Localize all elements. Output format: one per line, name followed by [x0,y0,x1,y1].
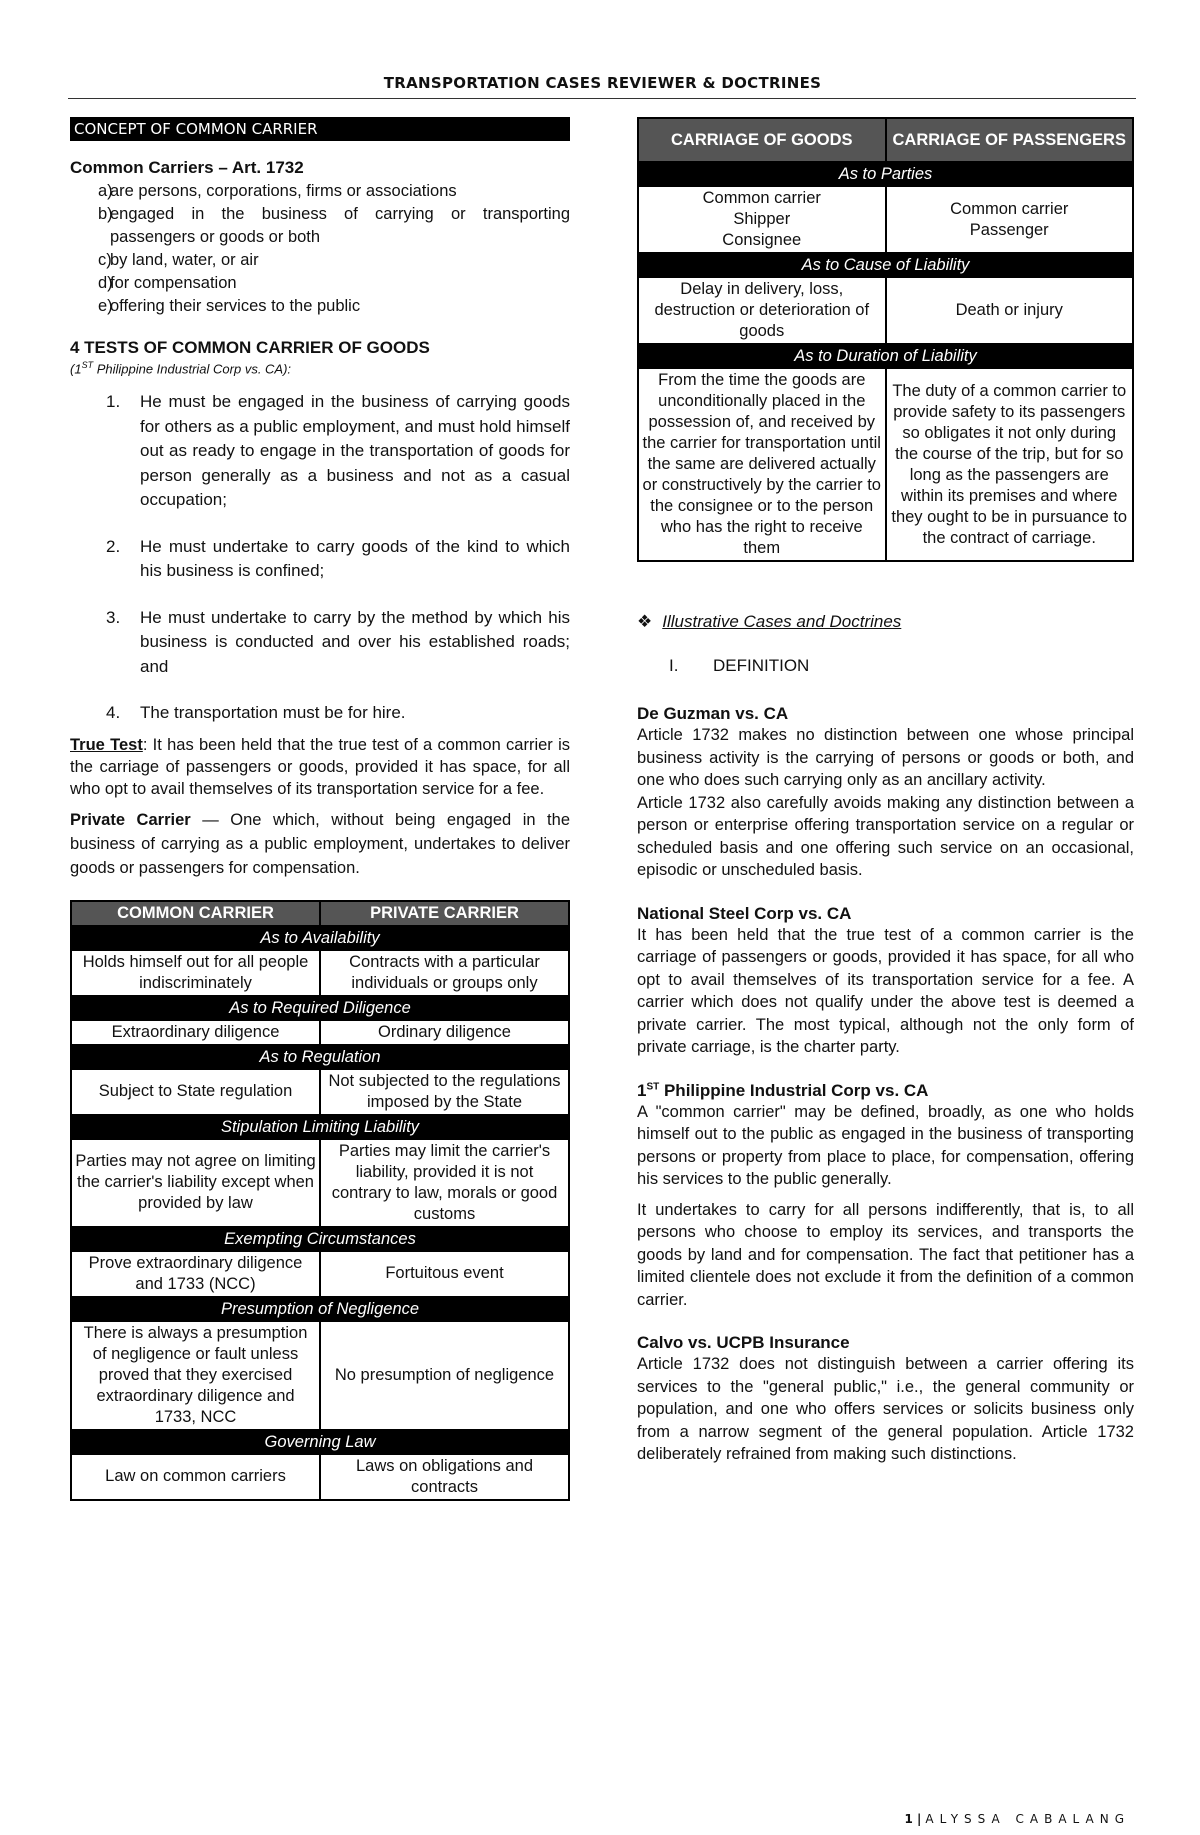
item-text: He must undertake to carry by the method by which his business is conducted and over his established roads; and [140,607,570,676]
table-cell: Common carrier Passenger [886,186,1134,253]
table-cell: Contracts with a particular individuals or groups only [320,950,569,996]
category-cell: As to Parties [638,162,1133,186]
table-cell: Subject to State regulation [71,1069,320,1115]
item-number: 2. [106,536,121,556]
list-item [70,203,570,249]
item-text: are persons, corporations, firms or associations [110,182,457,200]
item-text: offering their services to the public [110,297,361,315]
table-header-cell: PRIVATE CARRIER [320,901,569,926]
case-title-text: De Guzman vs. CA [637,704,789,723]
left-column [70,117,570,1501]
table-cell: No presumption of negligence [320,1321,569,1430]
footer-author: ALYSSA CABALANG [925,1812,1130,1826]
table-cell: Holds himself out for all people indiscriminately [71,950,320,996]
table-row [638,277,1133,344]
case-title [637,704,1134,724]
art-items-list [70,180,570,318]
category-cell: Presumption of Negligence [71,1297,569,1321]
category-row [71,926,569,950]
true-test-paragraph [70,734,570,800]
table-cell: Fortuitous event [320,1251,569,1297]
category-row [71,1227,569,1251]
right-column [637,117,1134,1466]
table-cell: From the time the goods are unconditionally placed in the possession of, and received by the carrier for transportation until the same are delivered actually or constructively by the carrier to the consignee or to the person who has the right to receive them [638,368,886,561]
roman-heading [637,656,1134,676]
category-row [638,344,1133,368]
common-vs-private-table [70,900,570,1501]
table-row [71,1139,569,1227]
table-cell: Parties may limit the carrier's liability, provided it is not contrary to law, morals or good customs [320,1139,569,1227]
list-item [70,272,570,295]
case-paragraph: It undertakes to carry for all persons indifferently, that is, to all persons who choose to employ its services, and transports the goods by land and for compensation. The fact that petitioner has a limited clientele does not exclude it from the definition of a common carrier. [637,1200,1134,1309]
true-test-label: True Test [70,735,143,754]
table-row [71,1020,569,1045]
diamond-bullet-icon: ❖ [637,612,653,631]
list-item [70,606,570,680]
table-cell: Prove extraordinary diligence and 1733 (NCC) [71,1251,320,1297]
table-header-cell: COMMON CARRIER [71,901,320,926]
category-cell: Exempting Circumstances [71,1227,569,1251]
art-heading: Common Carriers – Art. 1732 [70,158,304,177]
page-number: 1 | [904,1812,922,1826]
header-rule [68,98,1136,99]
table-cell: Delay in delivery, loss, destruction or deterioration of goods [638,277,886,344]
table-cell: Parties may not agree on limiting the carrier's liability except when provided by law [71,1139,320,1227]
table-cell: Death or injury [886,277,1134,344]
table-cell: There is always a presumption of negligence or fault unless proved that they exercised extraordinary diligence and 1733, NCC [71,1321,320,1430]
private-carrier-text: — One which, without being engaged in the business of carrying as a public employment, undertakes to deliver goods or passengers for compensation. [70,810,570,877]
table-cell: Extraordinary diligence [71,1020,320,1045]
item-text: for compensation [110,274,237,292]
case-title-text: Calvo vs. UCPB Insurance [637,1333,850,1352]
category-row [71,1115,569,1139]
case-title [637,1333,1134,1353]
item-letter: c) [98,251,112,269]
table-cell: The duty of a common carrier to provide safety to its passengers so obligates it not only during the course of the trip, but for so long as the passengers are within its premises and where they ought to be in pursuance to the contract of carriage. [886,368,1134,561]
item-text: He must undertake to carry goods of the kind to which his business is confined; [140,536,570,581]
table-row [638,368,1133,561]
category-row [71,1045,569,1069]
case-title [637,1081,1134,1101]
case-title-text: Philippine Industrial Corp vs. CA [659,1080,929,1100]
tests-heading: 4 TESTS OF COMMON CARRIER OF GOODS [70,338,430,357]
item-letter: b) [98,205,113,223]
item-text: He must be engaged in the business of carrying goods for others as a public employment, and must hold himself out as ready to engage in the transportation of goods for person generally as a business and not as a casual occupation; [140,392,570,510]
item-text: The transportation must be for hire. [140,703,406,723]
table-header-row [638,118,1133,162]
category-cell: As to Regulation [71,1045,569,1069]
case-paragraph: It has been held that the true test of a common carrier is the carriage of passengers or goods, provided it has space, for all who opt to avail themselves of its transportation service for a fee. A carrier which does not qualify under the above test is deemed a private carrier. The most typical, although not the only form of private carriage, is the charter party. [637,925,1134,1056]
category-row [71,1430,569,1454]
table-row [638,186,1133,253]
page-header: TRANSPORTATION CASES REVIEWER & DOCTRINES [383,74,822,92]
case-paragraph: Article 1732 also carefully avoids making any distinction between a person or enterprise offering transportation service on a regular or scheduled basis and one offering such service on an occasional, episodic or unscheduled basis. [637,793,1134,879]
table-cell: Not subjected to the regulations imposed by the State [320,1069,569,1115]
list-item [70,249,570,272]
table-row [71,1454,569,1500]
table-cell: Law on common carriers [71,1454,320,1500]
illustrative-text: Illustrative Cases and Doctrines [662,612,902,631]
table-header-row [71,901,569,926]
category-cell: Governing Law [71,1430,569,1454]
item-number: 4. [106,703,121,723]
list-item [70,390,570,513]
table-cell: Ordinary diligence [320,1020,569,1045]
item-text: by land, water, or air [110,251,259,269]
private-carrier-paragraph [70,808,570,880]
table-cell: Laws on obligations and contracts [320,1454,569,1500]
citation-pre: (1 [70,361,82,377]
category-row [638,162,1133,186]
list-item [70,295,570,318]
tests-list [70,390,570,726]
illustrative-heading [637,612,1134,632]
table-row [71,1251,569,1297]
roman-numeral: I. [669,656,679,675]
item-text: engaged in the business of carrying or transporting passengers or goods or both [110,205,570,246]
tests-citation [70,360,570,376]
category-cell: As to Required Diligence [71,996,569,1020]
category-row [638,253,1133,277]
case-title-text: 1 [637,1080,647,1100]
item-letter: a) [98,182,113,200]
list-item [70,180,570,203]
item-letter: d) [98,274,113,292]
table-row [71,1321,569,1430]
item-number: 3. [106,607,121,627]
category-row [71,1297,569,1321]
list-item [70,701,570,726]
table-header-cell: CARRIAGE OF PASSENGERS [886,118,1134,162]
private-carrier-label: Private Carrier [70,810,191,829]
true-test-text: : It has been held that the true test of a common carrier is the carriage of passengers or goods, provided it has space, for all who opt to avail themselves of its transportation service for a fee. [70,735,570,798]
category-cell: As to Cause of Liability [638,253,1133,277]
table-row [71,1069,569,1115]
table-cell: Common carrier Shipper Consignee [638,186,886,253]
category-cell: As to Availability [71,926,569,950]
table-header-cell: CARRIAGE OF GOODS [638,118,886,162]
category-row [71,996,569,1020]
case-paragraph: Article 1732 makes no distinction between one whose principal business activity is the carrying of persons or goods or both, and one who does such carrying only as an ancillary activity. [637,726,1134,789]
goods-vs-passengers-table [637,117,1134,562]
list-item [70,535,570,584]
citation-post: Philippine Industrial Corp vs. CA): [93,361,292,377]
section-title-bar: CONCEPT OF COMMON CARRIER [70,117,570,141]
case-paragraph: Article 1732 does not distinguish between a carrier offering its services to the "general public," i.e., the general community or population, and one who offers services or solicits business only from a narrow segment of the general population. Article 1732 deliberately refrained from making such distinctions. [637,1355,1134,1463]
table-row [71,950,569,996]
item-number: 1. [106,392,121,412]
citation-sup: ST [81,360,94,370]
case-title [637,904,1134,924]
category-cell: As to Duration of Liability [638,344,1133,368]
page-footer [904,1812,1130,1826]
roman-title: DEFINITION [713,656,810,675]
case-paragraph: A "common carrier" may be defined, broadly, as one who holds himself out to the public as engaged in the business of transporting persons or property from place to place, for compensation, offering his services to the public generally. [637,1102,1134,1188]
case-title-text: National Steel Corp vs. CA [637,903,852,923]
case-title-sup: ST [646,1080,660,1092]
category-cell: Stipulation Limiting Liability [71,1115,569,1139]
item-letter: e) [98,297,113,315]
